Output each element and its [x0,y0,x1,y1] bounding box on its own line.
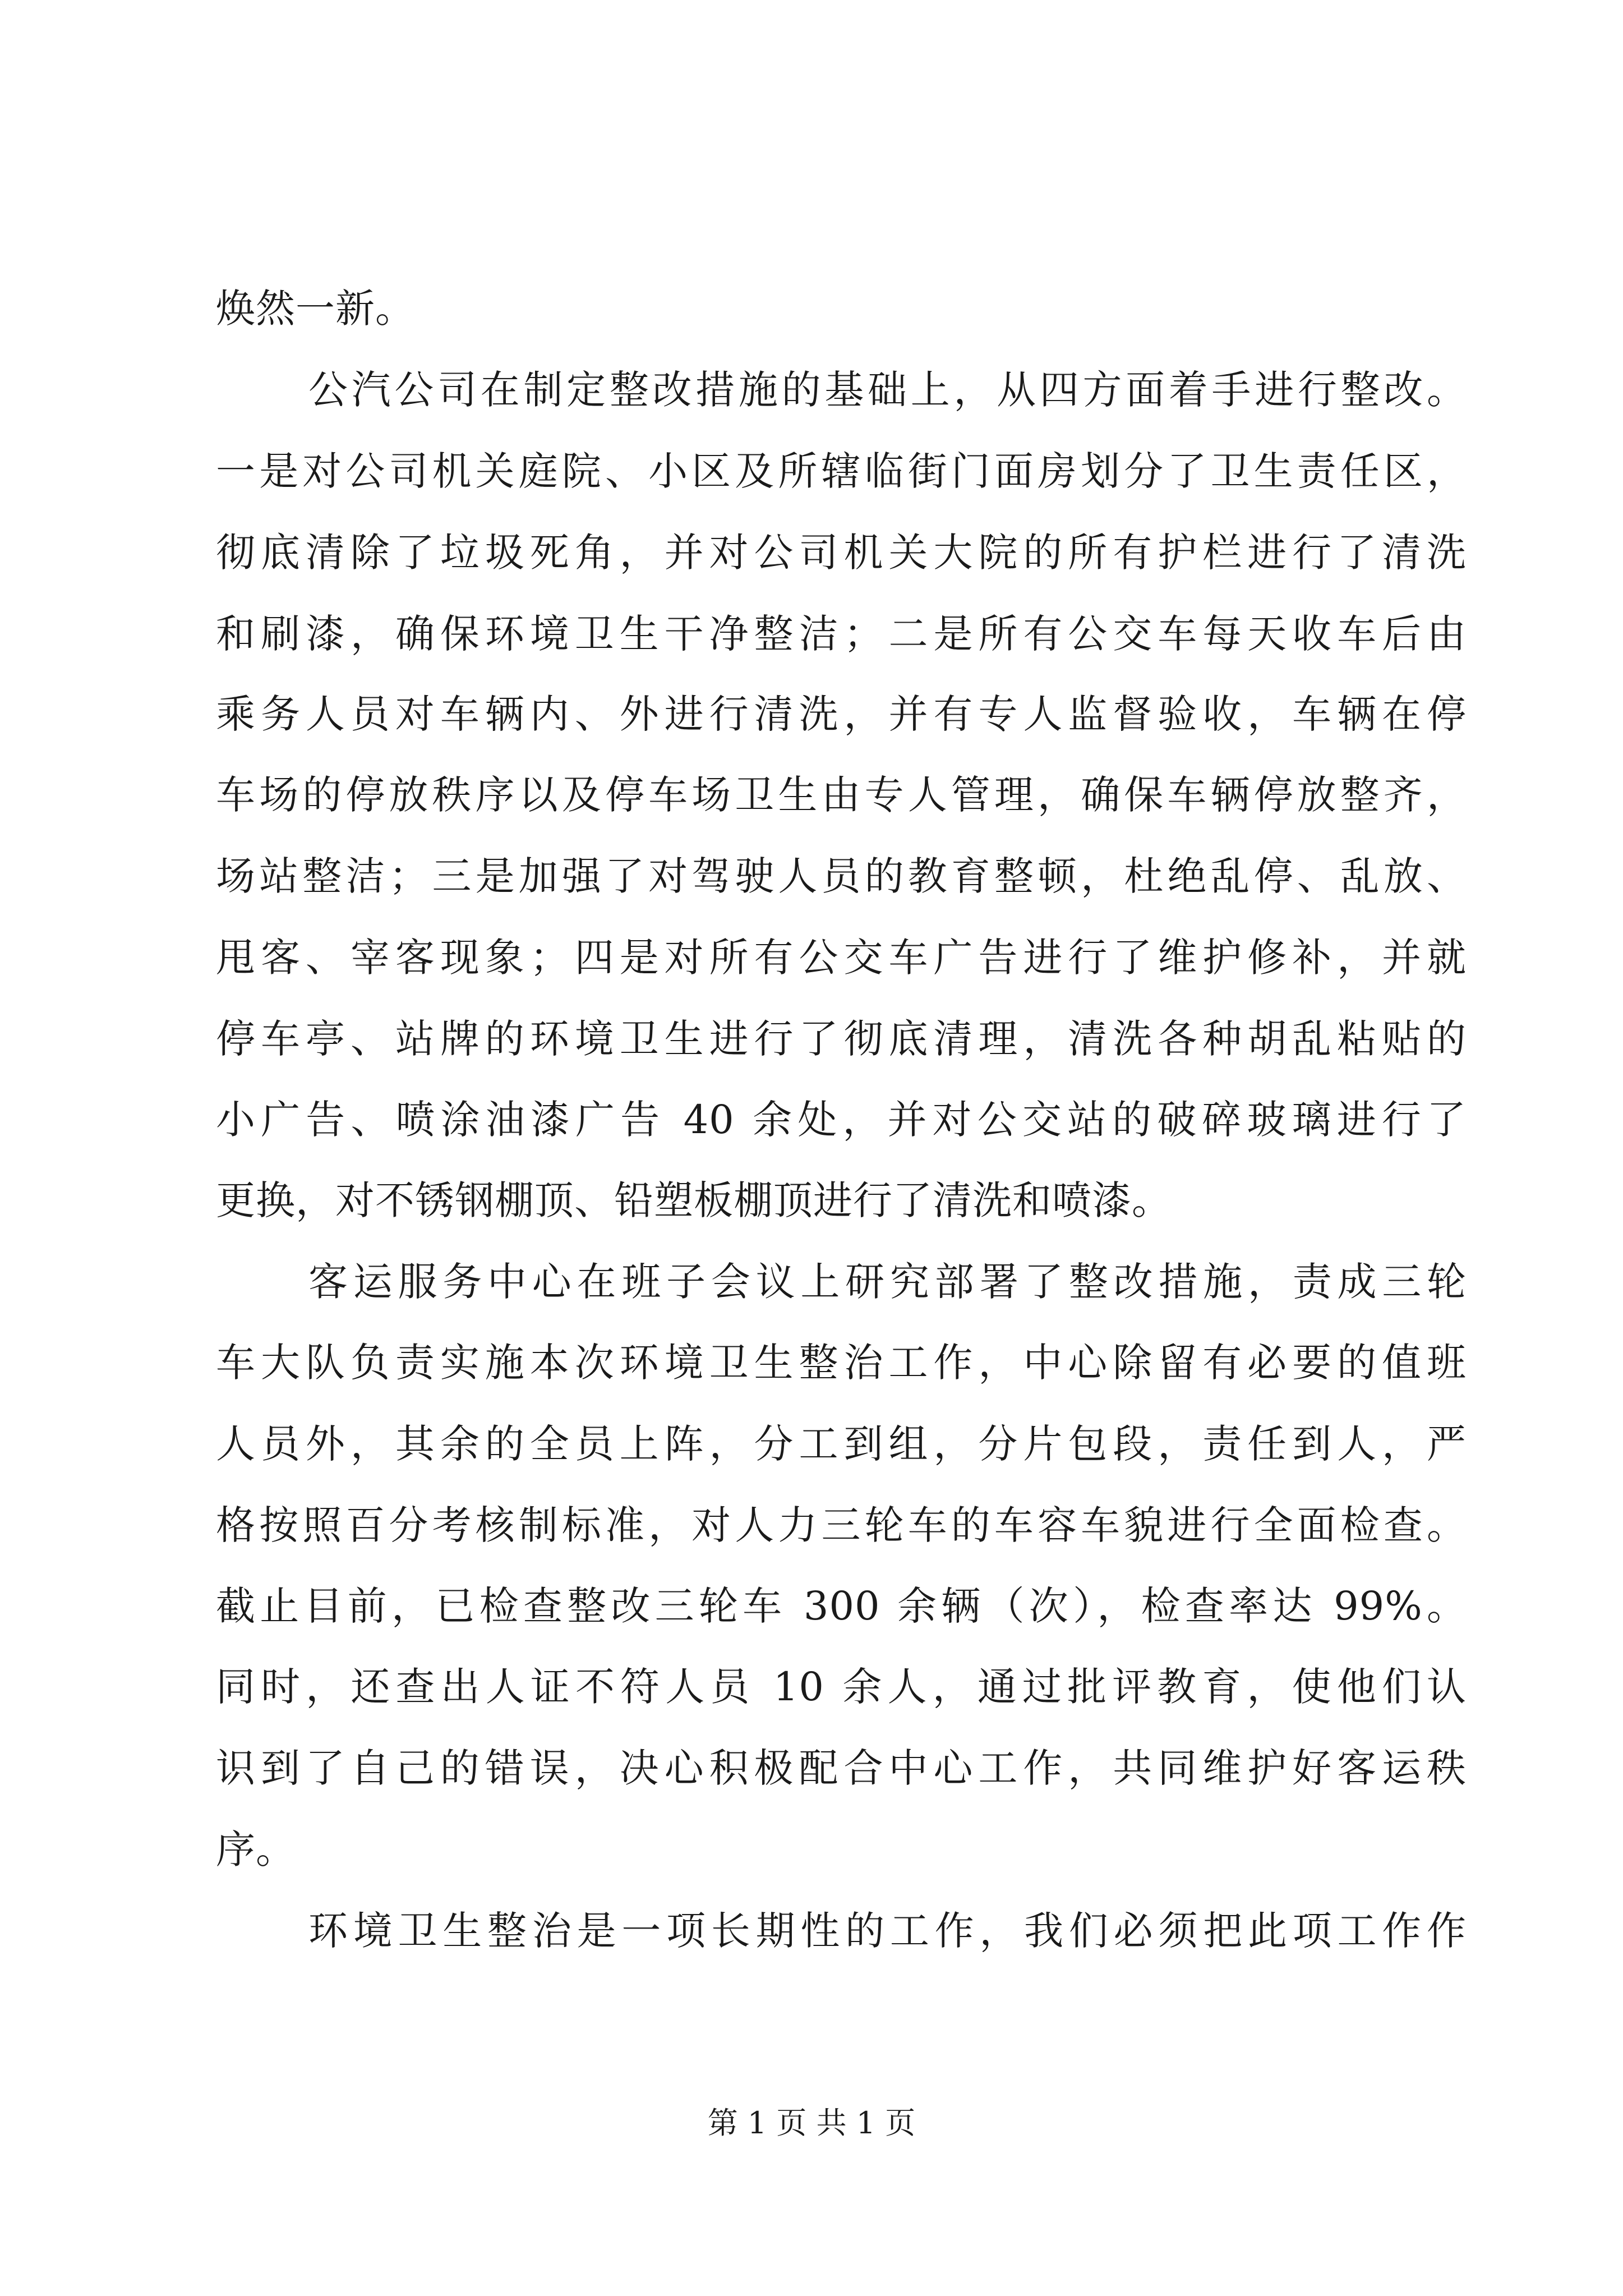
text-line-8: 场站整洁；三是加强了对驾驶人员的教育整顿，杜绝乱停、乱放、 [216,853,1467,899]
text-line-9: 甩客、宰客现象；四是对所有公交车广告进行了维护修补，并就 [216,935,1467,981]
text-line-5: 和刷漆，确保环境卫生干净整洁；二是所有公交车每天收车后由 [216,611,1467,657]
text-line-20: 序。 [216,1826,296,1872]
text-line-4: 彻底清除了垃圾死角，并对公司机关大院的所有护栏进行了清洗 [216,530,1467,576]
page-number-footer: 第 1 页 共 1 页 [707,2105,916,2141]
text-line-14: 车大队负责实施本次环境卫生整治工作，中心除留有必要的值班 [216,1340,1467,1386]
text-line-15: 人员外，其余的全员上阵，分工到组，分片包段，责任到人，严 [216,1421,1467,1467]
text-line-1: 焕然一新。 [216,286,415,332]
text-line-17: 截止目前，已检查整改三轮车 300 余辆（次），检查率达 99%。 [216,1583,1467,1629]
text-line-11: 小广告、喷涂油漆广告 40 余处，并对公交站的破碎玻璃进行了 [216,1097,1467,1143]
text-line-19: 识到了自己的错误，决心积极配合中心工作，共同维护好客运秩 [216,1745,1467,1791]
text-line-18: 同时，还查出人证不符人员 10 余人，通过批评教育，使他们认 [216,1664,1467,1710]
text-line-10: 停车亭、站牌的环境卫生进行了彻底清理，清洗各种胡乱粘贴的 [216,1016,1467,1062]
text-line-16: 格按照百分考核制标准，对人力三轮车的车容车貌进行全面检查。 [216,1502,1467,1548]
text-line-13: 客运服务中心在班子会议上研究部署了整改措施，责成三轮 [308,1259,1467,1305]
text-line-3: 一是对公司机关庭院、小区及所辖临街门面房划分了卫生责任区， [216,448,1467,494]
text-line-6: 乘务人员对车辆内、外进行清洗，并有专人监督验收，车辆在停 [216,691,1467,737]
text-line-7: 车场的停放秩序以及停车场卫生由专人管理，确保车辆停放整齐， [216,772,1467,818]
text-line-21: 环境卫生整治是一项长期性的工作，我们必须把此项工作作 [308,1908,1467,1954]
text-line-2: 公汽公司在制定整改措施的基础上，从四方面着手进行整改。 [308,367,1467,413]
text-line-12: 更换，对不锈钢棚顶、铅塑板棚顶进行了清洗和喷漆。 [216,1177,1172,1223]
